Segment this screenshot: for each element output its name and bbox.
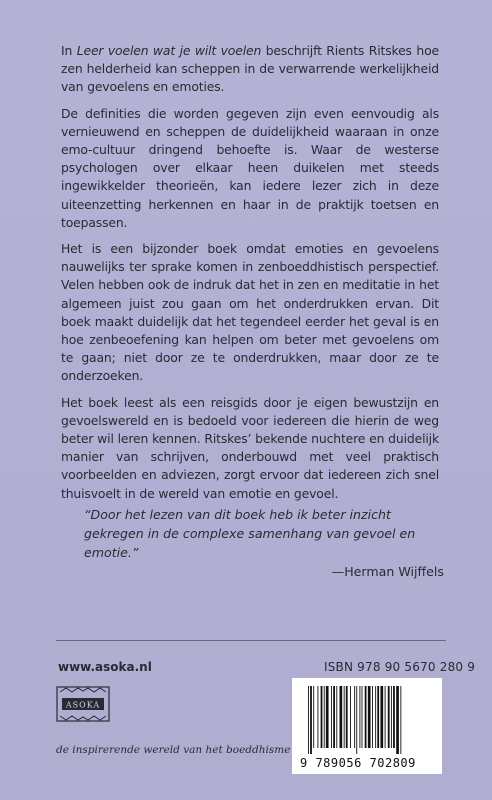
paragraph-3: Het is een bijzonder boek omdat emoties en gevoelens nauwelijks ter sprake komen in zenboeddhistisch perspectief. Velen hebben ook de indruk dat het in zen en meditatie in het algemeen juist zou gaan om het onderdrukken ervan. Dit boek maakt duidelijk dat het tegendeel eerder het geval is en hoe zenbeoefening kan helpen om beter met gevoelens om te gaan; niet door ze te onderdrukken, maar door ze te onderzoeken. [61, 241, 439, 384]
publisher-tagline: de inspirerende wereld van het boeddhisme [56, 744, 291, 756]
website-url: www.asoka.nl [58, 660, 152, 674]
barcode-bar [324, 686, 325, 748]
barcode-bar [310, 686, 312, 754]
barcode-bar [372, 686, 373, 748]
barcode-bar [400, 686, 401, 754]
barcode-bar [359, 686, 360, 748]
barcode-bar [344, 686, 345, 748]
barcode-bar [362, 686, 363, 748]
logo-text: ASOKA [65, 700, 101, 710]
isbn-text: ISBN 978 90 5670 280 9 [324, 660, 476, 674]
barcode-bar [393, 686, 395, 748]
barcode-bar [340, 686, 343, 748]
book-title: Leer voelen wat je wilt voelen [76, 43, 262, 58]
barcode-bar [354, 686, 355, 748]
barcode-number: 9 789056 702809 [300, 756, 416, 770]
paragraph-1-lead: In [61, 43, 77, 58]
barcode-bar [350, 686, 351, 748]
barcode-bar [377, 686, 379, 748]
barcode-bar [321, 686, 323, 748]
barcode-bar [333, 686, 335, 748]
barcode-bar [346, 686, 348, 748]
barcode-bar [313, 686, 314, 748]
paragraph-2: De definities die worden gegeven zijn even eenvoudig als vernieuwend en scheppen de duidelijkheid waaraan in onze emo-cultuur dringend behoefte is. Waar de westerse psychologen over elkaar heen duikelen met steeds ingewikkelder theorieën, kan iedere lezer zich in deze uiteenzetting herkennen en haar in de praktijk toetsen en toepassen. [61, 105, 439, 230]
barcode-bar [365, 686, 367, 748]
barcode-icon [308, 686, 434, 754]
barcode-bar [317, 686, 318, 748]
quote-author: —Herman Wijffels [331, 564, 444, 579]
quote-text: “Door het lezen van dit boek heb ik beter inzicht gekregen in de complexe samenhang van gevoel en emotie.” [84, 507, 416, 560]
barcode-bar [308, 686, 309, 754]
barcode-bar [396, 686, 399, 754]
barcode-bar [385, 686, 386, 748]
paragraph-1-rest: beschrijft Rients Ritskes hoe zen helderheid kan scheppen in de verwarrende werkelijkheid van gevoelens en emoties. [61, 43, 439, 95]
barcode-bar [331, 686, 332, 748]
barcode-bar [380, 686, 383, 748]
barcode-bar [391, 686, 392, 748]
asoka-logo-icon [56, 686, 110, 722]
barcode-bar [356, 686, 357, 754]
paragraph-4: Het boek leest als een reisgids door je eigen bewustzijn en gevoelswereld en is bedoeld voor iedereen die hierin de weg beter wil leren kennen. Ritskes’ bekende nuchtere en duidelijk manier van schrijven, onderbouwd met veel praktisch voorbeelden en adviezen, zorgt ervoor dat iedereen zich snel thuisvoelt in de wereld van emotie en gevoel. [61, 394, 439, 501]
barcode-bar [326, 686, 329, 748]
paragraph-1 [61, 42, 439, 97]
barcode-bar [388, 686, 390, 748]
divider-line [56, 640, 446, 641]
barcode-bar [368, 686, 371, 748]
endorsement-quote [84, 505, 444, 581]
barcode-label [292, 678, 442, 774]
blurb-text [61, 42, 439, 511]
barcode-bar [375, 686, 376, 748]
barcode-bar [336, 686, 337, 748]
